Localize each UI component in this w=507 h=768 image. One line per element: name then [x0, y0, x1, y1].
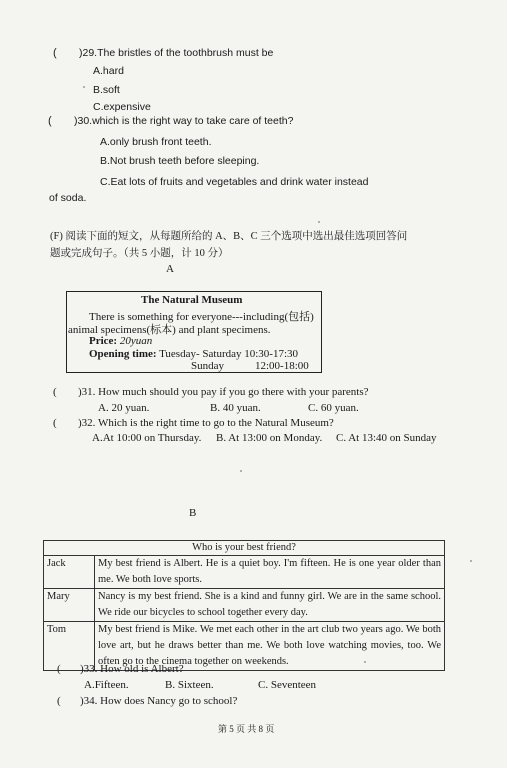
q29-option-a: A.hard: [93, 65, 124, 77]
q32-option-c: C. At 13:40 on Sunday: [336, 432, 437, 444]
q32-stem: )32. Which is the right time to go to the Natural Museum?: [78, 417, 334, 429]
q34-stem: )34. How does Nancy go to school?: [80, 695, 238, 707]
q33-option-b: B. Sixteen.: [165, 679, 214, 691]
q33-option-a: A.Fifteen.: [84, 679, 129, 691]
section-f-instruction-line1: (F) 阅读下面的短文，从每题所给的 A、B、C 三个选项中选出最佳选项回答问: [50, 231, 408, 242]
section-f-instruction-line2: 题或完成句子。（共 5 小题，计 10 分）: [50, 248, 229, 259]
museum-description-line2: animal specimens(标本) and plant specimens.: [68, 324, 271, 336]
museum-info-box: [66, 291, 322, 373]
q31-option-b: B. 40 yuan.: [210, 402, 261, 414]
table-header-row: [44, 541, 445, 556]
q30-option-c-continuation: of soda.: [49, 192, 87, 204]
q30-option-b: B.Not brush teeth before sleeping.: [100, 155, 260, 167]
page-number: 第 5 页 共 8 页: [218, 724, 275, 734]
q33-option-c: C. Seventeen: [258, 679, 317, 691]
row-text: Nancy is my best friend. She is a kind and funny girl. We are in the same school. We ride our bicycles to school together every day.: [95, 589, 445, 622]
museum-price: [89, 335, 152, 347]
museum-title: The Natural Museum: [141, 294, 243, 306]
q32-option-a: A.At 10:00 on Thursday.: [92, 432, 202, 444]
museum-price-label: Price:: [89, 335, 118, 347]
museum-opening-weekdays: Tuesday- Saturday 10:30-17:30: [159, 348, 299, 360]
row-text: My best friend is Albert. He is a quiet boy. I'm fifteen. He is one year older than me. We both love sports.: [95, 556, 445, 589]
q31-answer-paren-open: (: [53, 386, 57, 398]
q31-stem: )31. How much should you pay if you go there with your parents?: [78, 386, 369, 398]
museum-description-line1: There is something for everyone---including(包括): [89, 311, 314, 323]
q33-answer-paren-open: (: [57, 663, 61, 675]
q29-answer-paren-open: (: [53, 47, 57, 59]
scan-speck: [364, 661, 366, 663]
table-row: [44, 589, 445, 622]
q30-stem: )30.which is the right way to take care of teeth?: [74, 115, 294, 127]
scan-speck: [83, 86, 85, 88]
scan-speck: [240, 470, 242, 472]
q33-stem: )33. How old is Albert?: [80, 663, 184, 675]
q31-option-a: A. 20 yuan.: [98, 402, 150, 414]
best-friend-table: [43, 540, 445, 671]
museum-opening-time: [89, 348, 298, 360]
q34-answer-paren-open: (: [57, 695, 61, 707]
row-text: My best friend is Mike. We met each other in the art club two years ago. We both love art, but he draws better than me. We both love watching movies, too. We often go to the cinema together on weekends.: [95, 622, 445, 671]
museum-sunday-time: 12:00-18:00: [255, 360, 309, 372]
museum-opening-label: Opening time:: [89, 348, 157, 360]
scan-speck: [470, 560, 472, 562]
q30-option-c: C.Eat lots of fruits and vegetables and drink water instead: [100, 176, 369, 188]
q30-option-a: A.only brush front teeth.: [100, 136, 212, 148]
passage-a-label: A: [166, 263, 174, 275]
museum-price-value: 20yuan: [119, 335, 153, 347]
q32-option-b: B. At 13:00 on Monday.: [216, 432, 323, 444]
passage-b-label: B: [189, 507, 197, 519]
q31-option-c: C. 60 yuan.: [308, 402, 359, 414]
table-title: Who is your best friend?: [44, 541, 445, 556]
row-name: Jack: [44, 556, 95, 589]
q29-option-c: C.expensive: [93, 101, 151, 113]
q30-answer-paren-open: (: [48, 115, 52, 127]
row-name: Tom: [44, 622, 95, 671]
museum-sunday-label: Sunday: [191, 360, 224, 372]
q32-answer-paren-open: (: [53, 417, 57, 429]
q29-stem: )29.The bristles of the toothbrush must be: [79, 47, 274, 59]
q29-option-b: B.soft: [93, 84, 120, 96]
row-name: Mary: [44, 589, 95, 622]
table-row: [44, 556, 445, 589]
scan-speck: [318, 221, 320, 223]
